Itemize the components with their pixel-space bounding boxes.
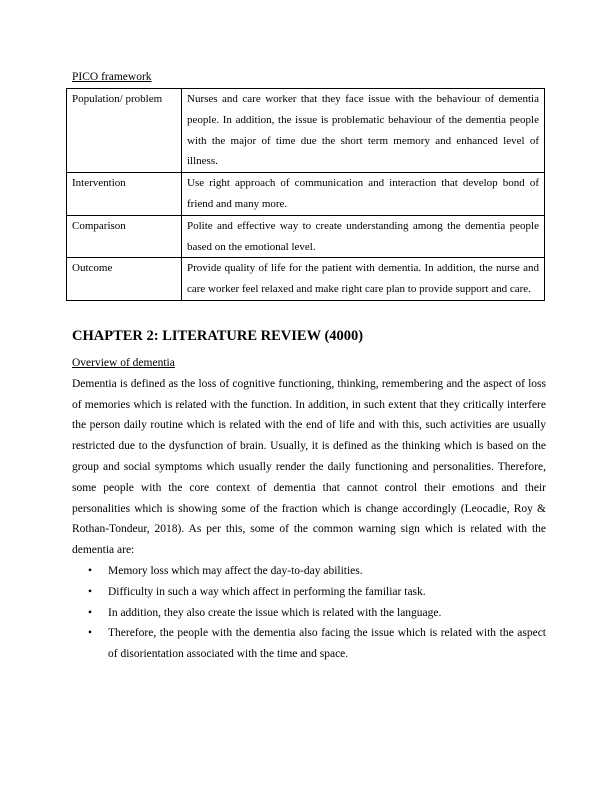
bullet-icon: • [88, 606, 93, 619]
list-item-text: In addition, they also create the issue which is related with the language. [108, 606, 442, 619]
pico-row-value: Provide quality of life for the patient with dementia. In addition, the nurse and care worker feel relaxed and make right care plan to provide support and care. [182, 258, 545, 301]
table-row [67, 215, 545, 258]
pico-row-label: Outcome [67, 258, 182, 301]
pico-row-label: Population/ problem [67, 89, 182, 173]
list-item-text: Difficulty in such a way which affect in performing the familiar task. [108, 585, 426, 598]
list-item-text: Therefore, the people with the dementia also facing the issue which is related with the aspect of disorientation associated with the time and space. [108, 627, 546, 661]
pico-row-label: Intervention [67, 173, 182, 216]
pico-row-value: Polite and effective way to create understanding among the dementia people based on the emotional level. [182, 215, 545, 258]
pico-framework-title: PICO framework [72, 71, 152, 83]
list-item [72, 623, 546, 665]
pico-row-value: Use right approach of communication and interaction that develop bond of friend and many more. [182, 173, 545, 216]
document-page [72, 70, 546, 665]
chapter-heading: CHAPTER 2: LITERATURE REVIEW (4000) [72, 327, 364, 344]
list-item [72, 561, 546, 582]
bullet-icon: • [88, 627, 93, 640]
overview-heading: Overview of dementia [72, 356, 175, 369]
warning-signs-list [72, 561, 546, 665]
table-row [67, 89, 545, 173]
list-item [72, 582, 546, 603]
pico-table [66, 88, 545, 301]
bullet-icon: • [88, 564, 93, 577]
bullet-icon: • [88, 585, 93, 598]
pico-row-value: Nurses and care worker that they face issue with the behaviour of dementia people. In addition, the issue is problematic behaviour of the dementia people with the major of time due the short term memory and enhanced level of illness. [182, 89, 545, 173]
table-row [67, 173, 545, 216]
list-item-text: Memory loss which may affect the day-to-day abilities. [108, 564, 363, 577]
overview-paragraph: Dementia is defined as the loss of cognitive functioning, thinking, remembering and the aspect of loss of memories which is related with the function. In addition, in such extent that they critically interfere the person daily routine which is related with the end of life and with this, such activities are usually restricted due to the dysfunction of brain. Usually, it is defined as the thinking which is based on the group and social symptoms which usually render the daily functioning and personalities. Therefore, some people with the core context of dementia that cannot control their emotions and their personalities which is showing some of the fraction which is change accordingly (Leocadie, Roy & Rothan-Tondeur, 2018). As per this, some of the common warning sign which is related with the dementia are: [72, 377, 546, 557]
pico-row-label: Comparison [67, 215, 182, 258]
list-item [72, 603, 546, 624]
table-row [67, 258, 545, 301]
